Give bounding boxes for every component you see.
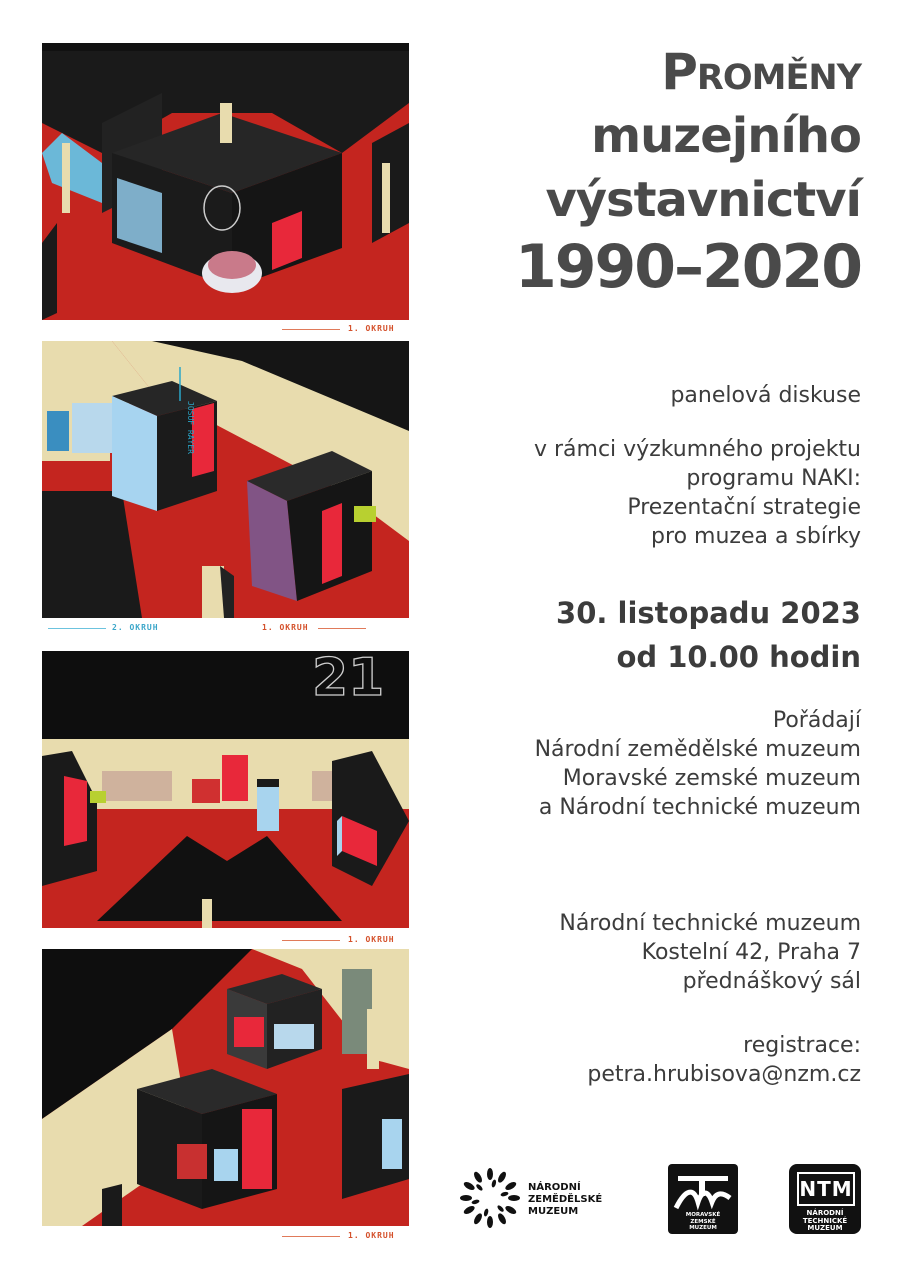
registration <box>587 1031 861 1089</box>
panel-1-caption: 1. OKRUH <box>348 324 395 333</box>
ntm-logo-mark: NTM <box>797 1172 855 1206</box>
title-line-4: 1990–2020 <box>515 232 861 302</box>
organizers-label: Pořádají <box>772 708 861 733</box>
panel-2-vertical-label: JOSUF RAYER <box>186 401 195 454</box>
nzm-logo-text <box>528 1182 602 1218</box>
ntm-logo-line-2: TECHNICKÉ <box>802 1216 848 1225</box>
ntm-logo-line-3: MUZEUM <box>807 1224 843 1232</box>
event-date <box>556 591 861 679</box>
mzm-logo-line-3: MUZEUM <box>689 1225 717 1231</box>
ntm-logo-line-1: NÁRODNÍ <box>806 1209 844 1217</box>
panel-2-arrow-right <box>318 628 366 629</box>
panel-2-caption-left: 2. OKRUH <box>112 623 159 632</box>
panel-2-caption-right: 1. OKRUH <box>262 623 309 632</box>
project-line-3: Prezentační strategie <box>627 495 861 520</box>
project-line-1: v rámci výzkumného projektu <box>533 437 861 462</box>
mzm-mark-icon <box>668 1168 738 1216</box>
venue-address: Kostelní 42, Praha 7 <box>641 940 861 965</box>
panel-4-caption: 1. OKRUH <box>348 1231 395 1240</box>
organizer-2: Moravské zemské muzeum <box>562 766 861 791</box>
title-line-1: Proměny <box>661 43 861 101</box>
nzm-wreath-icon <box>460 1168 520 1228</box>
venue-room: přednáškový sál <box>682 969 861 994</box>
panel-4-arrow <box>282 1236 340 1237</box>
mzm-logo-line-2: ZEMSKÉ <box>690 1218 716 1225</box>
title-line-2: muzejního <box>591 108 861 164</box>
panel-2-arrow-left <box>48 628 106 629</box>
registration-label: registrace: <box>743 1033 861 1058</box>
project-line-4: pro muzea a sbírky <box>651 524 861 549</box>
event-day: 30. listopadu 2023 <box>556 596 861 630</box>
poster-title <box>515 40 861 302</box>
panel-3-arrow <box>282 940 340 941</box>
project-line-2: programu NAKI: <box>686 466 861 491</box>
exhibition-render-3 <box>42 651 409 928</box>
organizer-3: a Národní technické muzeum <box>538 795 861 820</box>
panel-1-arrow <box>282 329 340 330</box>
registration-email[interactable]: petra.hrubisova@nzm.cz <box>587 1062 861 1087</box>
panel-3-caption: 1. OKRUH <box>348 935 395 944</box>
exhibition-render-4 <box>42 949 409 1226</box>
event-type <box>670 381 861 410</box>
project-description <box>534 435 861 551</box>
mzm-logo <box>668 1164 738 1234</box>
nzm-logo-line-1: NÁRODNÍ <box>528 1182 581 1193</box>
organizer-1: Národní zemědělské muzeum <box>534 737 861 762</box>
mzm-logo-line-1: MORAVSKÉ <box>685 1212 721 1218</box>
title-line-3: výstavnictví <box>545 172 861 228</box>
exhibition-render-1 <box>42 43 409 320</box>
event-type-text: panelová diskuse <box>670 383 861 408</box>
nzm-logo-line-3: MUZEUM <box>528 1206 579 1217</box>
panel-3-number: 21 <box>312 651 385 708</box>
nzm-logo-line-2: ZEMĚDĚLSKÉ <box>528 1194 603 1205</box>
exhibition-render-2 <box>42 341 409 618</box>
venue <box>559 909 861 996</box>
organizers <box>535 706 861 822</box>
venue-name: Národní technické muzeum <box>559 911 861 936</box>
event-time: od 10.00 hodin <box>616 640 861 674</box>
ntm-logo <box>789 1164 861 1234</box>
